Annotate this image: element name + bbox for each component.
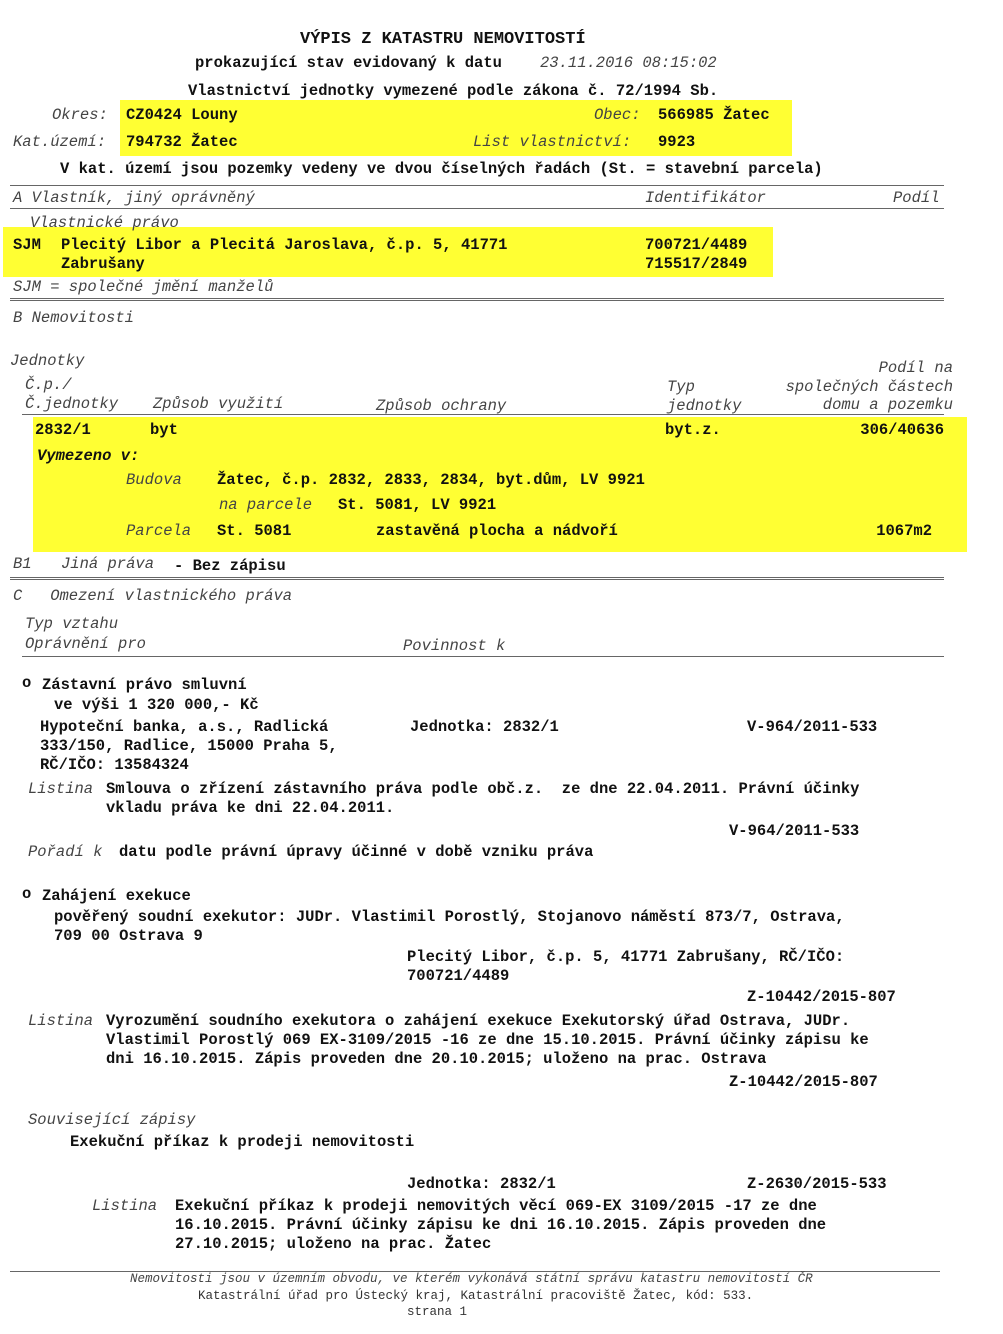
item2-executor-1: pověřený soudní exekutor: JUDr. Vlastimil Porostlý, Stojanovo náměstí 873/7, Ostrava, xyxy=(54,908,845,926)
page-number: strana 1 xyxy=(407,1305,468,1319)
col-protection: Způsob ochrany xyxy=(376,397,507,415)
col-unit-no: Č.jednotky xyxy=(25,395,119,413)
item1-entitled-3: RČ/IČO: 13584324 xyxy=(40,756,189,774)
parcel-desc: zastavěná plocha a nádvoří xyxy=(376,522,618,540)
obec-label: Obec: xyxy=(594,106,641,124)
col-relation: Typ vztahu xyxy=(25,615,119,633)
col-entitled: Oprávnění pro xyxy=(25,635,146,653)
b1-value: - Bez zápisu xyxy=(174,557,286,575)
related-title: Exekuční příkaz k prodeji nemovitosti xyxy=(70,1133,415,1151)
subtitle-date: 23.11.2016 08:15:02 xyxy=(540,54,717,72)
section-a-heading: A Vlastník, jiný oprávněný xyxy=(13,189,255,207)
col-use: Způsob využití xyxy=(153,395,284,413)
owner-line-2: Zabrušany xyxy=(61,255,145,273)
col-identifier: Identifikátor xyxy=(645,189,766,207)
section-c-heading: C Omezení vlastnického práva xyxy=(13,587,293,605)
col-share: Podíl xyxy=(893,189,940,207)
divider xyxy=(22,414,944,415)
related-label: Související zápisy xyxy=(28,1111,196,1129)
unit-share: 306/40636 xyxy=(860,421,944,439)
related-doc-line-2: 16.10.2015. Právní účinky zápisu ke dni 16.10.2015. Zápis proveden dne xyxy=(175,1216,827,1234)
item2-title: Zahájení exekuce xyxy=(42,887,191,905)
item2-obligation-1: Plecitý Libor, č.p. 5, 41771 Zabrušany, RČ/IČO: xyxy=(407,948,845,966)
item1-doc-line-1: Smlouva o zřízení zástavního práva podle obč.z. ze dne 22.04.2011. Právní účinky xyxy=(106,780,860,798)
item1-entitled-2: 333/150, Radlice, 15000 Praha 5, xyxy=(40,737,338,755)
kat-value: 794732 Žatec xyxy=(126,133,238,151)
item1-ref: V-964/2011-533 xyxy=(747,718,878,736)
unit-type: byt.z. xyxy=(665,421,721,439)
col-share-1: Podíl na xyxy=(878,359,953,377)
related-doc-label: Listina xyxy=(92,1197,158,1215)
subtitle-prefix: prokazující stav evidovaný k datu xyxy=(195,54,502,72)
document-title: VÝPIS Z KATASTRU NEMOVITOSTÍ xyxy=(300,30,586,49)
kat-label: Kat.území: xyxy=(13,133,107,151)
divider xyxy=(10,185,944,186)
on-parcel-value: St. 5081, LV 9921 xyxy=(338,496,497,514)
lv-label: List vlastnictví: xyxy=(473,133,632,151)
related-ref: Z-2630/2015-533 xyxy=(747,1175,887,1193)
item2-ref: Z-10442/2015-807 xyxy=(747,988,896,1006)
item1-doc-label: Listina xyxy=(28,780,94,798)
lv-value: 9923 xyxy=(658,133,696,151)
owner-prefix: SJM xyxy=(13,236,41,254)
related-doc-line-1: Exekuční příkaz k prodeji nemovitých věcí 069-EX 3109/2015 -17 ze dne xyxy=(175,1197,817,1215)
item1-doc-ref: V-964/2011-533 xyxy=(729,822,860,840)
section-b-heading: B Nemovitosti xyxy=(13,309,134,327)
item2-doc-line-1: Vyrozumění soudního exekutora o zahájení exekuce Exekutorský úřad Ostrava, JUDr. xyxy=(106,1012,851,1030)
owner-id-1: 700721/4489 xyxy=(645,236,748,254)
okres-value: CZ0424 Louny xyxy=(126,106,238,124)
bullet: o xyxy=(22,885,32,903)
col-type-1: Typ xyxy=(667,378,695,396)
building-value: Žatec, č.p. 2832, 2833, 2834, byt.dům, LV 9921 xyxy=(217,471,645,489)
parcel-no: St. 5081 xyxy=(217,522,292,540)
defined-in: Vymezeno v: xyxy=(37,447,140,465)
sjm-footnote: SJM = společné jmění manželů xyxy=(13,278,274,296)
item1-obligation: Jednotka: 2832/1 xyxy=(410,718,559,736)
owner-id-2: 715517/2849 xyxy=(645,255,748,273)
obec-value: 566985 Žatec xyxy=(658,106,770,124)
unit-use: byt xyxy=(150,421,178,439)
b1-label: Jiná práva xyxy=(61,555,155,573)
units-label: Jednotky xyxy=(10,352,85,370)
footer-line-2: Katastrální úřad pro Ústecký kraj, Katastrální pracoviště Žatec, kód: 533. xyxy=(198,1289,754,1303)
okres-label: Okres: xyxy=(52,106,108,124)
col-share-3: domu a pozemku xyxy=(822,396,953,414)
section-divider xyxy=(10,298,944,301)
item1-order-label: Pořadí k xyxy=(28,843,103,861)
section-divider xyxy=(10,577,944,580)
item2-executor-2: 709 00 Ostrava 9 xyxy=(54,927,203,945)
item1-doc-line-2: vkladu práva ke dni 22.04.2011. xyxy=(106,799,395,817)
item1-amount: ve výši 1 320 000,- Kč xyxy=(54,696,259,714)
col-type-2: jednotky xyxy=(667,397,742,415)
bullet: o xyxy=(22,674,32,692)
item1-entitled-1: Hypoteční banka, a.s., Radlická xyxy=(40,718,329,736)
building-label: Budova xyxy=(126,471,182,489)
item2-doc-line-2: Vlastimil Porostlý 069 EX-3109/2015 -16 ze dne 15.10.2015. Právní účinky zápisu ke xyxy=(106,1031,869,1049)
item2-doc-label: Listina xyxy=(28,1012,94,1030)
item2-doc-line-3: dni 16.10.2015. Zápis proveden dne 20.10.2015; uloženo na prac. Ostrava xyxy=(106,1050,767,1068)
unit-no: 2832/1 xyxy=(35,421,91,439)
parcel-area: 1067m2 xyxy=(876,522,932,540)
item2-doc-ref: Z-10442/2015-807 xyxy=(729,1073,878,1091)
parcel-label: Parcela xyxy=(126,522,192,540)
col-share-2: společných částech xyxy=(785,378,953,396)
item1-order-value: datu podle právní úpravy účinné v době vzniku práva xyxy=(119,843,594,861)
col-cp: Č.p./ xyxy=(25,376,72,394)
b1-code: B1 xyxy=(13,555,32,573)
right-type: Vlastnické právo xyxy=(30,214,179,232)
item1-title: Zástavní právo smluvní xyxy=(42,676,247,694)
item2-obligation-2: 700721/4489 xyxy=(407,967,510,985)
footer-line-1: Nemovitosti jsou v územním obvodu, ve kterém vykonává státní správu katastru nemovitostí ČR xyxy=(130,1272,813,1286)
related-doc-line-3: 27.10.2015; uloženo na prac. Žatec xyxy=(175,1235,492,1253)
divider xyxy=(10,208,944,209)
col-obligation: Povinnost k xyxy=(403,637,506,655)
related-obligation: Jednotka: 2832/1 xyxy=(407,1175,556,1193)
on-parcel-label: na parcele xyxy=(219,496,313,514)
series-note: V kat. území jsou pozemky vedeny ve dvou číselných řadách (St. = stavební parcela) xyxy=(60,160,823,178)
ownership-line: Vlastnictví jednotky vymezené podle zákona č. 72/1994 Sb. xyxy=(188,82,719,100)
owner-line-1: Plecitý Libor a Plecitá Jaroslava, č.p. 5, 41771 xyxy=(61,236,508,254)
divider xyxy=(22,656,944,657)
